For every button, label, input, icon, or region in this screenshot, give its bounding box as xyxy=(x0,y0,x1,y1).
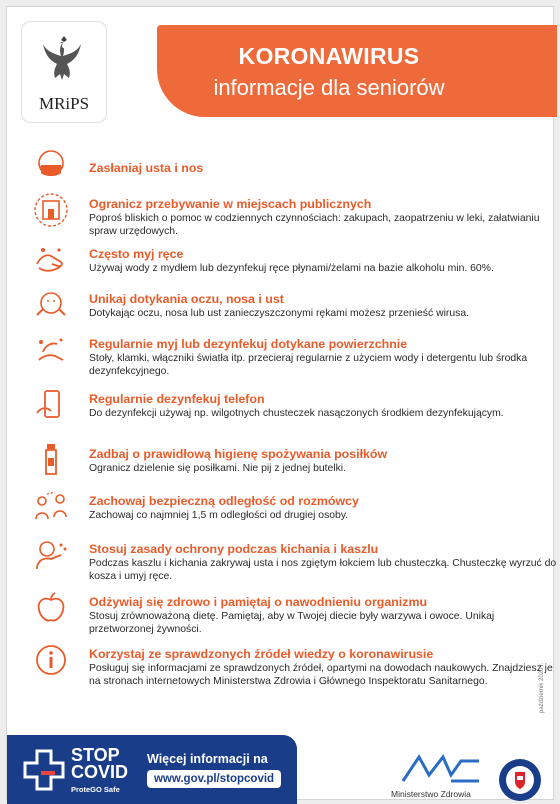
item-title: Unikaj dotykania oczu, nosa i ust xyxy=(89,292,284,306)
website-link[interactable]: www.gov.pl/stopcovid xyxy=(147,770,281,788)
item-description: Poproś bliskich o pomoc w codziennych czynnościach: zakupach, zaopatrzeniu w leki, załatwianiu spraw urzędowych. xyxy=(89,213,540,237)
face-mask-icon xyxy=(33,147,69,183)
item-description: Stosuj zrównoważoną dietę. Pamiętaj, aby w Twojej diecie były warzywa i owoce. Unikaj przetworzonej żywności. xyxy=(89,611,495,635)
phone-clean-icon xyxy=(33,387,69,423)
item-title: Zadbaj o prawidłową higienę spożywania posiłków xyxy=(89,447,388,461)
sneeze-icon xyxy=(33,537,69,573)
page-title: KORONAWIRUS xyxy=(238,43,420,69)
ministry-health-logo-icon xyxy=(399,751,483,787)
stopcovid-banner xyxy=(7,735,297,804)
item-title: Odżywiaj się zdrowo i pamiętaj o nawodnieniu organizmu xyxy=(89,595,428,609)
item-description: Używaj wody z mydłem lub dezynfekuj ręce płynami/żelami na bazie alkoholu min. 60%. xyxy=(89,263,494,274)
date-note: październik 2020 r. xyxy=(539,662,545,713)
no-touch-face-icon xyxy=(33,287,69,323)
info-icon xyxy=(33,642,69,678)
disinfect-surface-icon xyxy=(33,332,69,368)
more-info-label: Więcej informacji na xyxy=(147,752,268,766)
ministry-name: Ministerstwo Zdrowia xyxy=(391,789,471,799)
distance-icon xyxy=(33,489,69,525)
bottle-icon xyxy=(33,442,69,478)
item-title: Korzystaj ze sprawdzonych źródeł wiedzy o koronawirusie xyxy=(89,647,434,661)
item-description: Do dezynfekcji używaj np. wilgotnych chusteczek nasączonych środkiem dezynfekującym. xyxy=(89,408,504,419)
header xyxy=(7,7,551,137)
home-icon xyxy=(33,192,69,228)
item-title: Często myj ręce xyxy=(89,247,184,261)
item-title: Regularnie dezynfekuj telefon xyxy=(89,392,265,406)
eagle-emblem-icon xyxy=(42,32,86,84)
logo-text: MRiPS xyxy=(38,94,90,113)
sanitary-inspection-logo-icon xyxy=(497,757,543,803)
page-subtitle: informacje dla seniorów xyxy=(213,75,445,100)
title-banner xyxy=(157,25,557,117)
stopcovid-cross-icon xyxy=(23,749,65,791)
poster-frame xyxy=(6,6,557,800)
item-title: Ogranicz przebywanie w miejscach publicznych xyxy=(89,197,372,211)
item-description: Podczas kaszlu i kichania zakrywaj usta i nos zgiętym łokciem lub chusteczką. Chusteczkę wyrzuć do kosza i umyj ręce. xyxy=(89,558,557,582)
covid-word: COVID xyxy=(71,762,129,782)
item-description: Dotykając oczu, nosa lub ust zanieczyszczonymi rękami możesz przenieść wirusa. xyxy=(89,308,469,319)
item-title: Zachowaj bezpieczną odległość od rozmówcy xyxy=(89,494,359,508)
item-title: Regularnie myj lub dezynfekuj dotykane powierzchnie xyxy=(89,337,408,351)
stop-word: STOP xyxy=(71,745,120,765)
ministry-logo xyxy=(21,21,107,123)
item-description: Ogranicz dzielenie się posiłkami. Nie pij z jednej butelki. xyxy=(89,463,347,474)
item-title: Zasłaniaj usta i nos xyxy=(89,161,204,175)
item-title: Stosuj zasady ochrony podczas kichania i kaszlu xyxy=(89,542,379,556)
item-description: Stoły, klamki, włączniki światła itp. przecieraj regularnie z użyciem wody i detergentu lub środka dezynfekcyjnego. xyxy=(89,353,528,377)
wash-hands-icon xyxy=(33,242,69,278)
apple-icon xyxy=(33,590,69,626)
stopcovid-subtitle: ProteGO Safe xyxy=(71,785,120,794)
item-description: Posługuj się informacjami ze sprawdzonych źródeł, opartymi na dowodach naukowych. Znajdziesz je na stronach internetowych Ministerstwa Zdrowia i Głównego Inspektoratu Sanitarnego. xyxy=(89,663,553,687)
item-description: Zachowaj co najmniej 1,5 m odległości od drugiej osoby. xyxy=(89,510,349,521)
stopcovid-title xyxy=(71,747,128,781)
